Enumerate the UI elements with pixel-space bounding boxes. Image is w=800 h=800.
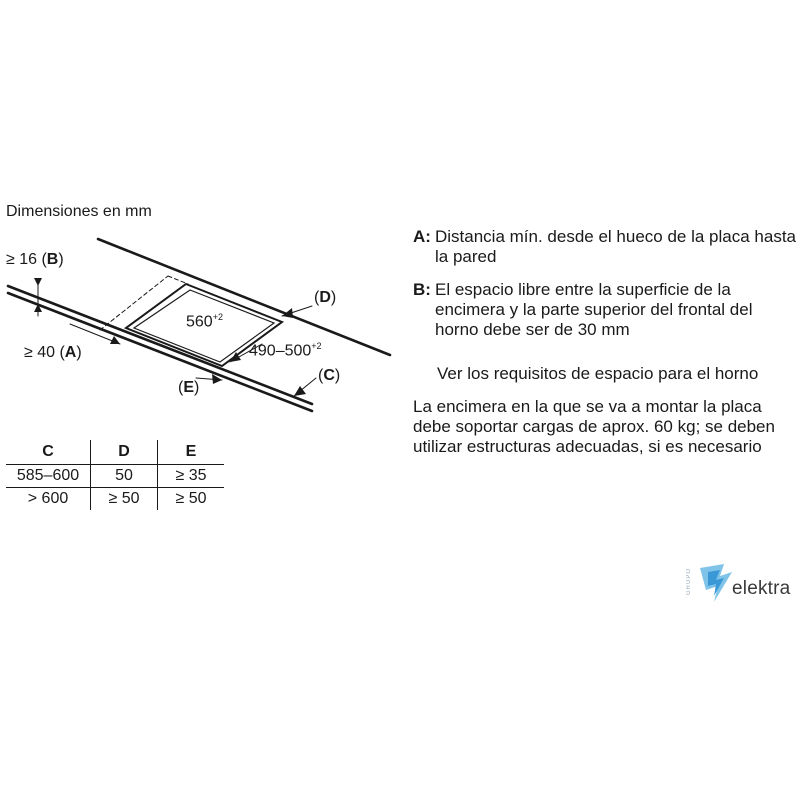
logo-text: elektra: [732, 578, 791, 599]
note-b-key: B:: [413, 280, 431, 299]
label-width: $560^{+2}$: [186, 312, 223, 331]
label-b: ≥ 16 (B): [6, 251, 64, 268]
note-a-text: Distancia mín. desde el hueco de la placa hasta la pared: [435, 227, 797, 266]
table-cell: 585–600: [6, 465, 91, 488]
dashed-projection-2: [168, 276, 188, 284]
note-b: [413, 280, 798, 340]
elektra-logo: [682, 562, 800, 604]
note-a-key: A:: [413, 227, 431, 246]
table-header-d: D: [91, 440, 158, 465]
table-header-e: E: [158, 440, 225, 465]
label-e: (E): [178, 379, 200, 396]
table-header-row: [6, 440, 224, 465]
dim-b-arrow-top: [34, 278, 42, 286]
dimension-table: [6, 440, 224, 510]
notes-panel: [413, 227, 798, 457]
label-a: ≥ 40 (A): [24, 344, 82, 361]
label-d: (D): [314, 289, 337, 306]
label-depth: $490-500^{+2}$: [249, 341, 322, 360]
note-oven: Ver los requisitos de espacio para el horno: [437, 364, 759, 383]
label-c: (C): [318, 367, 341, 384]
note-a: [413, 227, 798, 267]
note-load: La encimera en la que se va a montar la placa debe soportar cargas de aprox. 60 kg; se deben utilizar estructuras adecuadas, si es necesario: [413, 397, 775, 456]
table-cell: 50: [91, 465, 158, 488]
table-cell: ≥ 50: [158, 488, 225, 511]
table-cell: ≥ 35: [158, 465, 225, 488]
table-cell: > 600: [27, 490, 69, 507]
note-b-text: El espacio libre entre la superficie de la encimera y la parte superior del frontal del horno debe ser de 30 mm: [435, 280, 753, 339]
table-row: [6, 465, 224, 488]
table-cell: ≥ 50: [91, 488, 158, 511]
table-row: [6, 488, 224, 511]
table-header-c: C: [6, 440, 91, 465]
page-title: Dimensiones en mm: [6, 203, 152, 220]
logo-vertical-text: GRUPO: [686, 568, 692, 596]
